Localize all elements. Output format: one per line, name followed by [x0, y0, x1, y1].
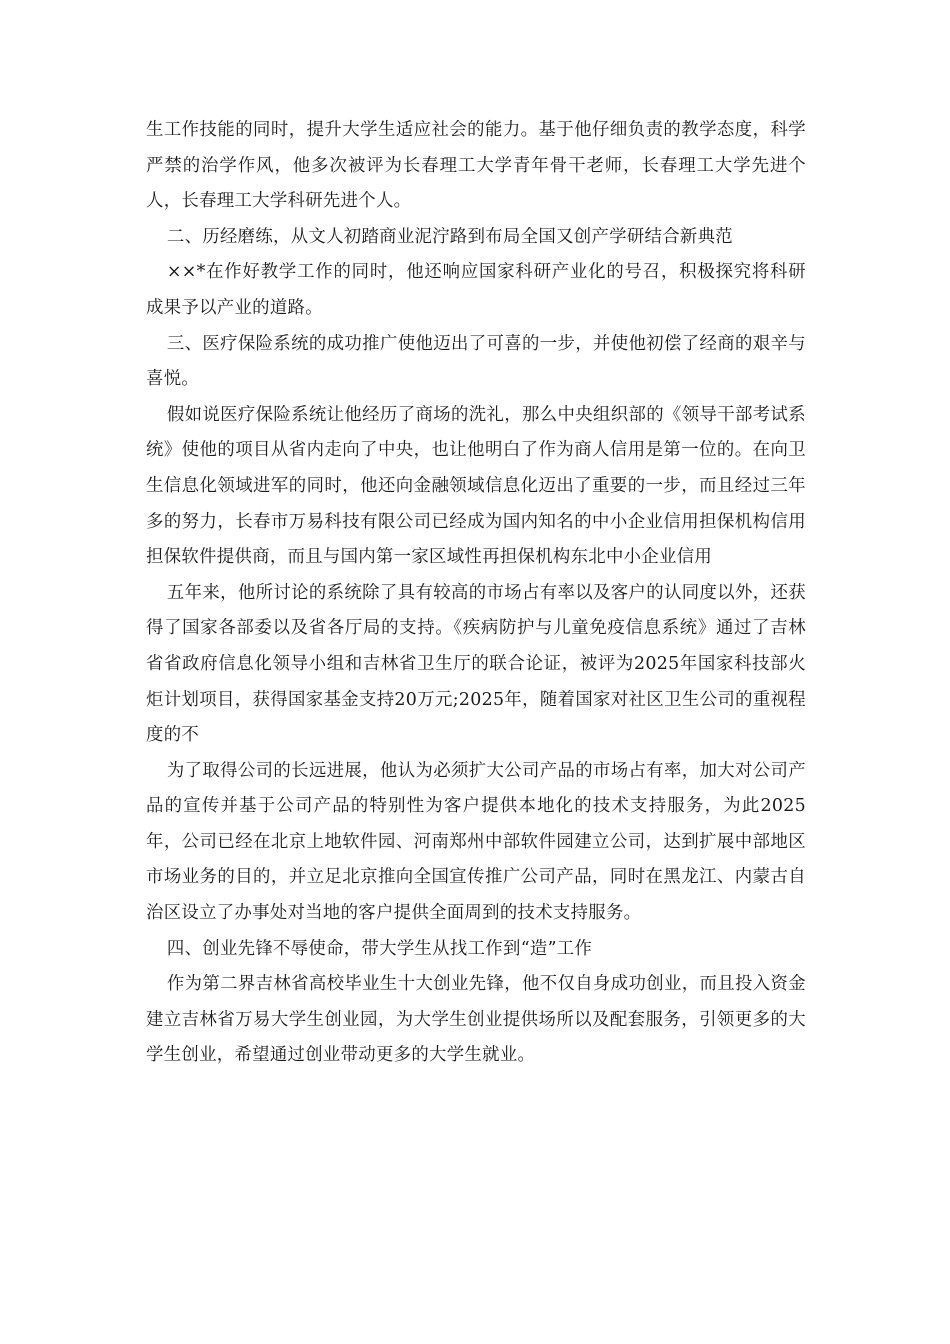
paragraph-9: 作为第二界吉林省高校毕业生十大创业先锋，他不仅自身成功创业，而且投入资金建立吉林省万易大学生创业园，为大学生创业提供场所以及配套服务，引领更多的大学生创业，希望通过创业带动更多的大学生就业。 — [146, 974, 806, 1066]
section-heading-4: 四、创业先锋不辱使命，带大学生从找工作到“造”工作 — [166, 938, 593, 959]
section-heading-3: 三、医疗保险系统的成功推广使他迈出了可喜的一步，并使他初偿了经商的艰辛与喜悦。 — [146, 333, 806, 390]
document-body — [146, 113, 806, 1074]
paragraph-3: ××*在作好教学工作的同时，他还响应国家科研产业化的号召，积极探究将科研成果予以产业的道路。 — [146, 262, 806, 318]
section-heading-2: 二、历经磨练，从文人初踏商业泥泞路到布局全国又创产学研结合新典范 — [166, 226, 733, 247]
paragraph-1: 生工作技能的同时，提升大学生适应社会的能力。基于他仔细负责的教学态度，科学严禁的治学作风，他多次被评为长春理工大学青年骨干老师，长春理工大学先进个人，长春理工大学科研先进个人。 — [146, 120, 806, 212]
paragraph-7: 为了取得公司的长远进展，他认为必须扩大公司产品的市场占有率，加大对公司产品的宣传并基于公司产品的特别性为客户提供本地化的技术支持服务，为此2025年，公司已经在北京上地软件园、河南郑州中部软件园建立公司，达到扩展中部地区市场业务的目的，并立足北京推向全国宣传推广公司产品，同时在黑龙江、内蒙古自治区设立了办事处对当地的客户提供全面周到的技术支持服务。 — [146, 760, 806, 924]
paragraph-5: 假如说医疗保险系统让他经历了商场的洗礼，那么中央组织部的《领导干部考试系统》使他的项目从省内走向了中央，也让他明白了作为商人信用是第一位的。在向卫生信息化领域进军的同时，他还向金融领域信息化迈出了重要的一步，而且经过三年多的努力，长春市万易科技有限公司已经成为国内知名的中小企业信用担保机构信用担保软件提供商，而且与国内第一家区域性再担保机构东北中小企业信用 — [146, 404, 806, 568]
paragraph-6: 五年来，他所讨论的系统除了具有较高的市场占有率以及客户的认同度以外，还获得了国家各部委以及省各厅局的支持。《疾病防护与儿童免疫信息系统》通过了吉林省省政府信息化领导小组和吉林省卫生厅的联合论证，被评为2025年国家科技部火炬计划项目，获得国家基金支持20万元;2025年，随着国家对社区卫生公司的重视程度的不 — [146, 582, 806, 746]
